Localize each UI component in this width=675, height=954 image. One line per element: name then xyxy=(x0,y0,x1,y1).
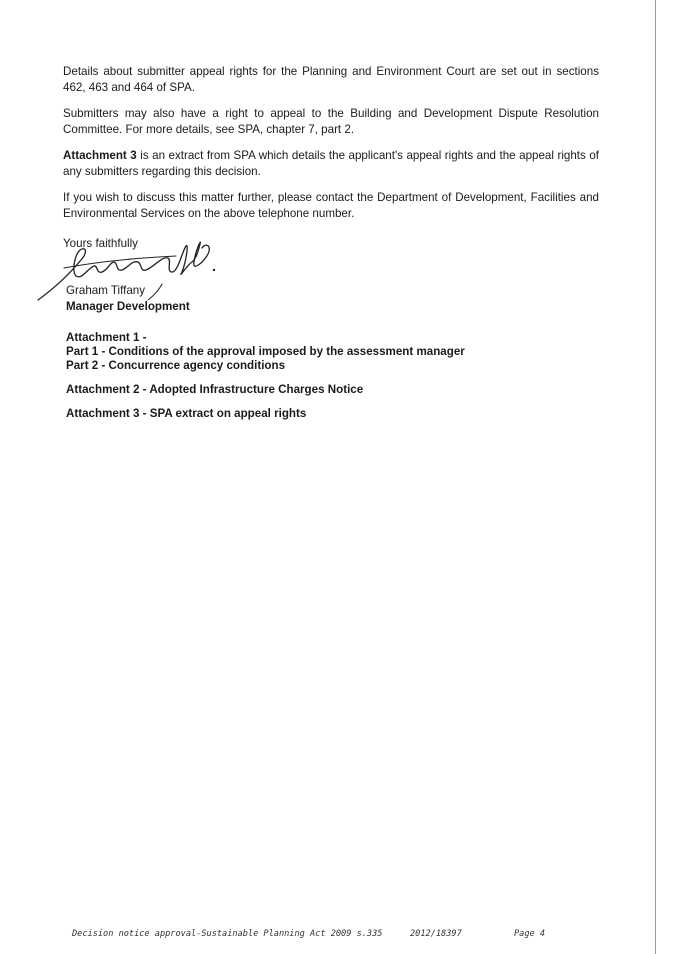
signoff: Yours faithfully xyxy=(63,237,138,250)
attachment-2: Attachment 2 - Adopted Infrastructure Charges Notice xyxy=(66,383,364,396)
footer-document-label: Decision notice approval-Sustainable Planning Act 2009 s.335 xyxy=(72,929,383,939)
attachment-1-part-2: Part 2 - Concurrence agency conditions xyxy=(66,359,286,372)
attachment-list xyxy=(66,331,465,421)
attachment-3: Attachment 3 - SPA extract on appeal rights xyxy=(66,407,307,420)
footer-page-number: Page 4 xyxy=(514,929,546,939)
attachment-1-part-1: Part 1 - Conditions of the approval imposed by the assessment manager xyxy=(66,345,465,358)
footer-reference-number: 2012/18397 xyxy=(410,929,462,939)
attachment-3-description: is an extract from SPA which details the applicant's appeal rights and the appeal rights of any submitters regarding this decision. xyxy=(63,149,599,178)
signature-block xyxy=(66,283,190,314)
paragraph-submitter-appeal-rights: Details about submitter appeal rights for the Planning and Environment Court are set out in sections 462, 463 and 464 of SPA. xyxy=(63,65,599,94)
signer-title: Manager Development xyxy=(66,299,190,313)
paragraph-attachment-3 xyxy=(63,148,599,179)
signer-name: Graham Tiffany xyxy=(66,284,146,297)
paragraph-dispute-committee: Submitters may also have a right to appeal to the Building and Development Dispute Resolution Committee. For more details, see SPA, chapter 7, part 2. xyxy=(63,107,599,136)
letter-body xyxy=(63,64,599,232)
attachment-1-heading: Attachment 1 - xyxy=(66,331,147,344)
paragraph-contact: If you wish to discuss this matter further, please contact the Department of Development, Facilities and Environmental Services on the above telephone number. xyxy=(63,191,599,220)
attachment-3-lead: Attachment 3 xyxy=(63,149,137,162)
page-edge-rule xyxy=(655,0,656,954)
